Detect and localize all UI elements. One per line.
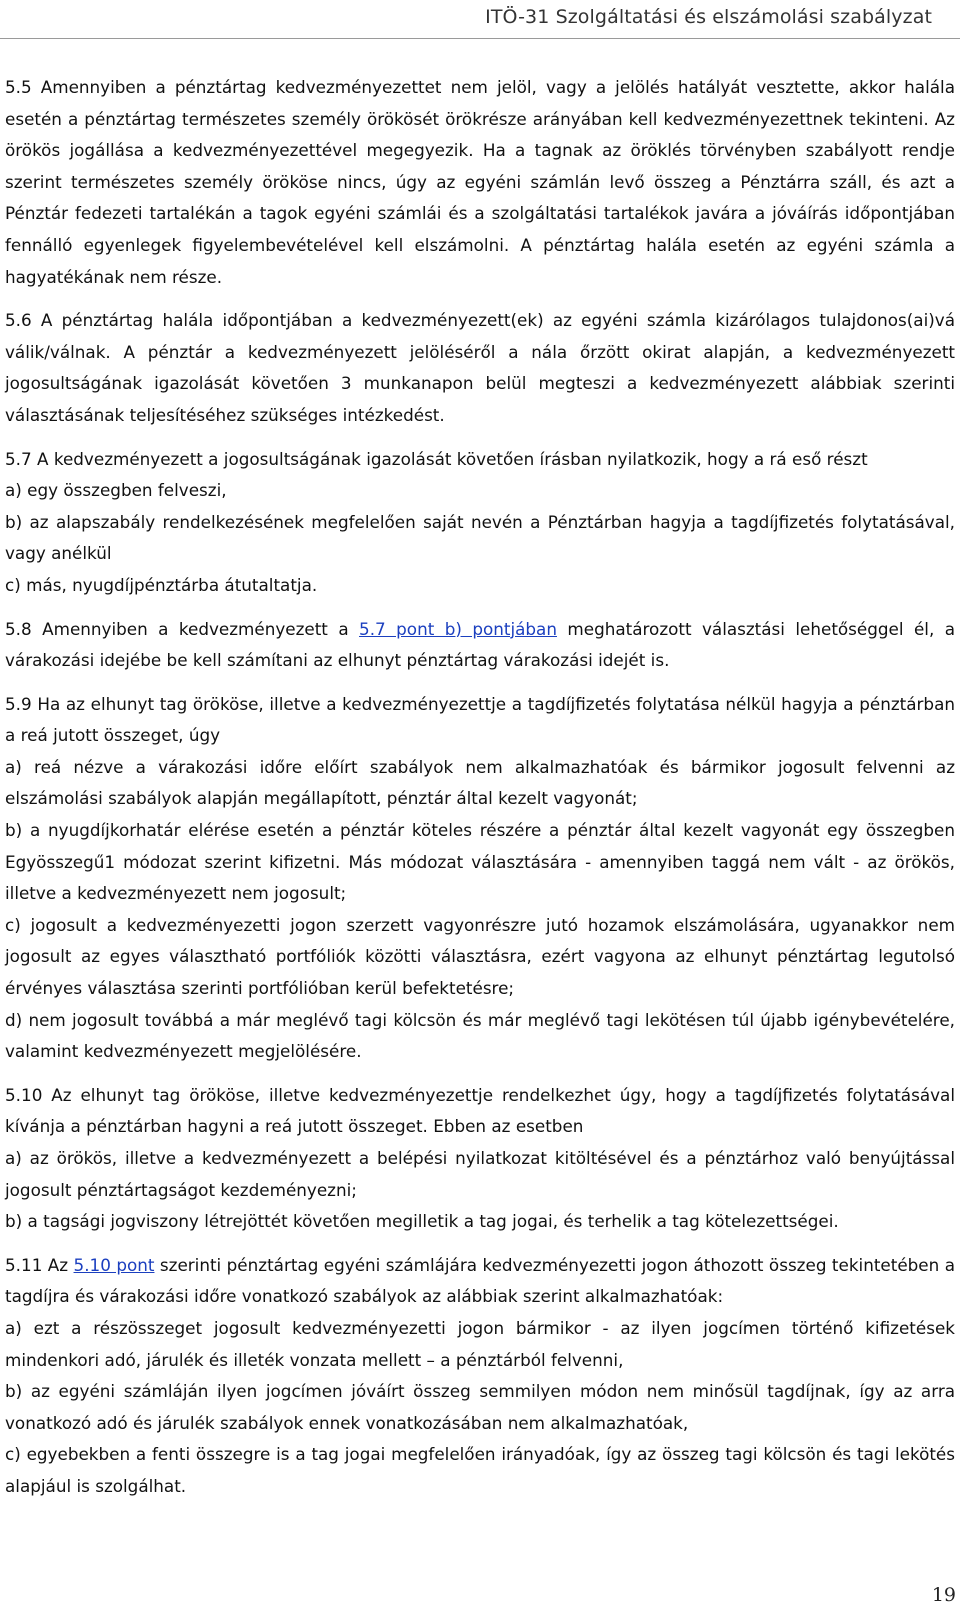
link-5-7-b[interactable]: 5.7 pont b) pontjában — [359, 618, 557, 639]
section-5-10-item-b: b) a tagsági jogviszony létrejöttét követően megilletik a tag jogai, és terhelik a tag kötelezettségei. — [5, 1211, 839, 1232]
section-5-8-after: meghatározott választási lehetőséggel él, a várakozási idejébe be kell számítani az elhunyt pénztártag várakozási idejét is. — [5, 618, 955, 671]
section-5-6-text: 5.6 A pénztártag halála időpontjában a kedvezményezett(ek) az egyéni számla kizárólagos tulajdonos(ai)vá válik/válnak. A pénztár a kedvezményezett jelöléséről a nála őrzött okirat alapján, a kedvezményezett jogosultságának igazolását követően 3 munkanapon belül megteszi a kedvezményezett alábbiak szerinti választásának teljesítéséhez szükséges intézkedést. — [5, 310, 955, 425]
section-5-8-text — [5, 614, 955, 677]
section-5-11 — [5, 1250, 955, 1503]
section-5-5-text: 5.5 Amennyiben a pénztártag kedvezményezettet nem jelöl, vagy a jelölés hatályát vesztette, akkor halála esetén a pénztártag természetes személy örökösét örökrésze arányában kell kedvezményezettnek tekinteni. Az örökös jogállása a kedvezményezettével megegyezik. Ha a tagnak az öröklés törvényben szabályott rendje szerint természetes személy örököse nincs, úgy az egyéni számlán levő összeg a Pénztárra száll, és azt a Pénztár fedezeti tartalékán a tagok egyéni számlái és a szolgáltatási tartalékok javára a jóváírás időpontjában fennálló egyenlegek figyelembevételével kell elszámolni. A pénztártag halála esetén az egyéni számla a hagyatékának nem része. — [5, 77, 955, 287]
section-5-7 — [5, 444, 955, 602]
section-5-7-item-b: b) az alapszabály rendelkezésének megfelelően saját nevén a Pénztárban hagyja a tagdíjfizetés folytatásával, vagy anélkül — [5, 511, 955, 564]
section-5-11-after: szerinti pénztártag egyéni számlájára kedvezményezetti jogon áthozott összeg tekintetében a tagdíjra és várakozási időre vonatkozó szabályok az alábbiak szerint alkalmazhatóak: — [5, 1254, 955, 1307]
section-5-9-intro: 5.9 Ha az elhunyt tag örököse, illetve a kedvezményezettje a tagdíjfizetés folytatása nélkül hagyja a pénztárban a reá jutott összeget, úgy — [5, 693, 955, 746]
section-5-5 — [5, 72, 955, 293]
section-5-9-item-c: c) jogosult a kedvezményezetti jogon szerzett vagyonrészre jutó hozamok elszámolására, ugyanakkor nem jogosult az egyes választható portfóliók közötti választásra, ezért vagyona az elhunyt pénztártag legutolsó érvényes választása szerinti portfólióban kerül befektetésre; — [5, 914, 955, 999]
section-5-6 — [5, 305, 955, 431]
section-5-7-item-c: c) más, nyugdíjpénztárba átutaltatja. — [5, 574, 318, 595]
document-body — [5, 72, 955, 1515]
section-5-11-intro — [5, 1250, 955, 1313]
section-5-11-before: 5.11 Az — [5, 1254, 74, 1275]
link-5-10[interactable]: 5.10 pont — [73, 1254, 155, 1275]
section-5-7-item-a: a) egy összegben felveszi, — [5, 480, 227, 501]
section-5-9-item-d: d) nem jogosult továbbá a már meglévő tagi kölcsön és már meglévő tagi lekötésen túl újabb igénybevételére, valamint kedvezményezett megjelölésére. — [5, 1009, 955, 1062]
section-5-11-item-b: b) az egyéni számláján ilyen jogcímen jóváírt összeg semmilyen módon nem minősül tagdíjnak, így az arra vonatkozó adó és járulék szabályok ennek vonatkozásában nem alkalmazhatóak, — [5, 1381, 955, 1433]
document-title: ITÖ-31 Szolgáltatási és elszámolási szabályzat — [485, 6, 932, 28]
section-5-10-item-a: a) az örökös, illetve a kedvezményezett a belépési nyilatkozat kitöltésével és a pénztárhoz való benyújtással jogosult pénztártagságot kezdeményezni; — [5, 1148, 955, 1200]
section-5-11-item-a: a) ezt a részösszeget jogosult kedvezményezetti jogon bármikor - az ilyen jogcímen történő kifizetések mindenkori adó, járulék és illeték vonzata mellett – a pénztárból felvenni, — [5, 1317, 955, 1370]
page-header — [0, 0, 960, 39]
section-5-8-before: 5.8 Amennyiben a kedvezményezett a — [5, 618, 360, 639]
section-5-9 — [5, 689, 955, 1068]
section-5-11-item-c: c) egyebekben a fenti összegre is a tag jogai megfelelően irányadóak, így az összeg tagi kölcsön és tagi lekötés alapjául is szolgálhat. — [5, 1444, 955, 1496]
section-5-8 — [5, 614, 955, 677]
section-5-10 — [5, 1080, 955, 1238]
section-5-9-item-b: b) a nyugdíjkorhatár elérése esetén a pénztár köteles részére a pénztár által kezelt vagyonát egy összegben Egyösszegű1 módozat szerint kifizetni. Más módozat választására - amennyiben taggá nem vált - az örökös, illetve a kedvezményezett nem jogosult; — [5, 820, 955, 904]
section-5-10-intro: 5.10 Az elhunyt tag örököse, illetve kedvezményezettje rendelkezhet úgy, hogy a tagdíjfizetés folytatásával kívánja a pénztárban hagyni a reá jutott összeget. Ebben az esetben — [5, 1084, 955, 1137]
page-number: 19 — [931, 1584, 956, 1606]
section-5-7-intro: 5.7 A kedvezményezett a jogosultságának igazolását követően írásban nyilatkozik, hogy a rá eső részt — [5, 448, 868, 469]
section-5-9-item-a: a) reá nézve a várakozási időre előírt szabályok nem alkalmazhatóak és bármikor jogosult felvenni az elszámolási szabályok alapján megállapított, pénztár által kezelt vagyonát; — [5, 756, 955, 809]
